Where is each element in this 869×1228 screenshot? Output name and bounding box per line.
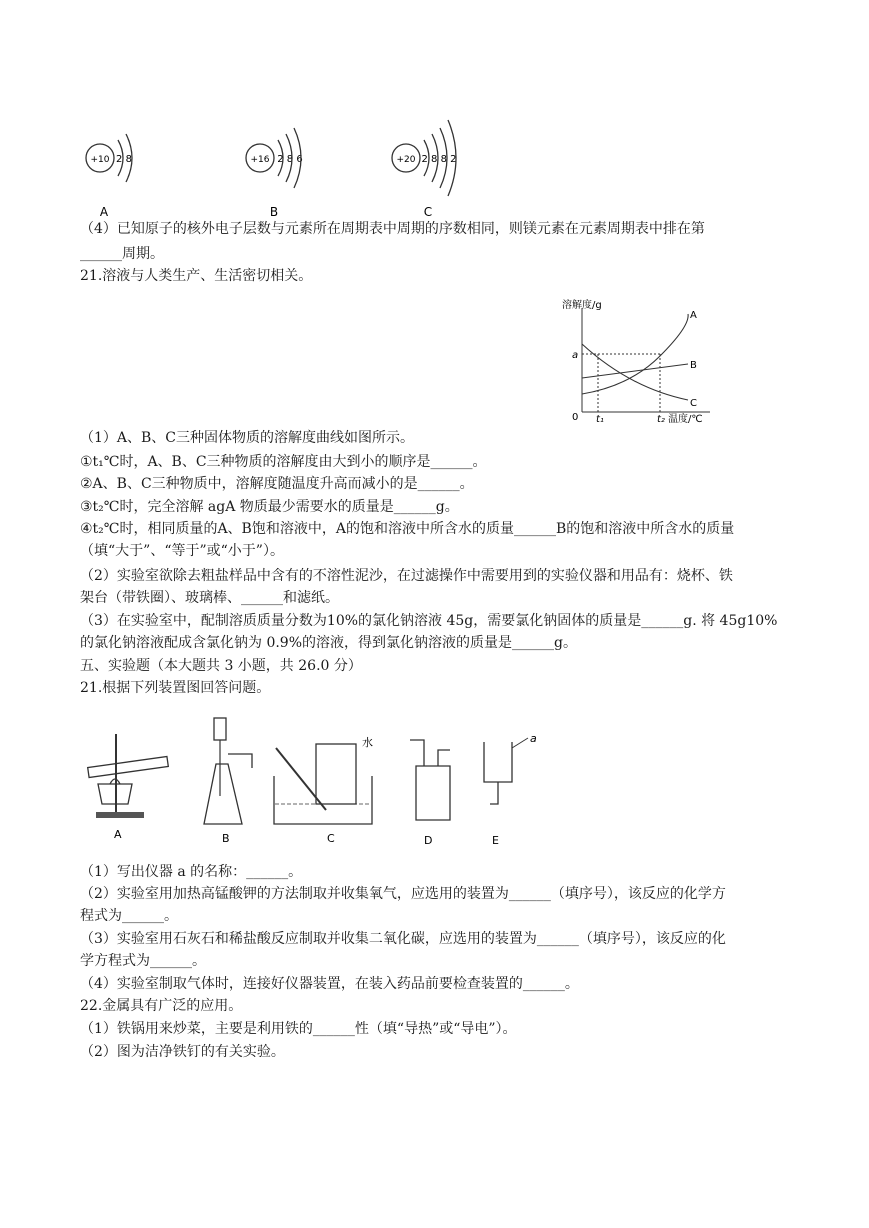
curve-label-a: A xyxy=(690,310,697,321)
q21b-part2-line2: 程式为______。 xyxy=(80,908,178,924)
q21b-heading: 21.根据下列装置图回答问题。 xyxy=(80,680,271,696)
atom-a-shells: 2 8 xyxy=(116,154,132,165)
apparatus-e-label: E xyxy=(492,834,499,847)
apparatus-e xyxy=(472,728,544,848)
q21-part3-line2: 的氯化钠溶液配成含氯化钠为 0.9%的溶液，得到氯化钠溶液的质量是______g。 xyxy=(80,635,577,651)
q22-part1: （1）铁锅用来炒菜，主要是利用铁的______性（填“导热”或“导电”）。 xyxy=(80,1021,517,1037)
graph-x-mark-t1: t₁ xyxy=(596,414,604,425)
apparatus-d-label: D xyxy=(424,834,433,847)
atom-c-nucleus: +20 xyxy=(396,155,416,165)
atom-a-label: A xyxy=(99,205,109,219)
q21-part1-item2: ②A、B、C三种物质中，溶解度随温度升高而减小的是______。 xyxy=(80,476,474,492)
q21-heading: 21.溶液与人类生产、生活密切相关。 xyxy=(80,268,313,284)
q22-heading: 22.金属具有广泛的应用。 xyxy=(80,998,243,1014)
q21b-part1: （1）写出仪器 a 的名称：______。 xyxy=(80,864,303,880)
q21-part2-line2: 架台（带铁圈）、玻璃棒、______和滤纸。 xyxy=(80,590,339,606)
solubility-curve-graph xyxy=(560,296,720,430)
instrument-a-label: a xyxy=(530,732,537,745)
q20-part4-line2: ______周期。 xyxy=(80,246,164,262)
q21b-part4: （4）实验室制取气体时，连接好仪器装置，在装入药品前要检查装置的______。 xyxy=(80,976,579,992)
curve-label-c: C xyxy=(690,398,697,409)
q21-part1-item4-cont: （填“大于”、“等于”或“小于”）。 xyxy=(80,543,284,559)
atom-diagram-b xyxy=(238,120,318,224)
water-label: 水 xyxy=(362,736,373,749)
section5-heading: 五、实验题（本大题共 3 小题，共 26.0 分） xyxy=(80,658,362,674)
apparatus-c-label: C xyxy=(327,832,335,845)
apparatus-a xyxy=(80,714,180,848)
graph-ylabel: 溶解度/g xyxy=(562,300,602,311)
q21b-part2-line1: （2）实验室用加热高锰酸钾的方法制取并收集氧气，应选用的装置为______（填序号），该反应的化学方 xyxy=(80,886,726,902)
atom-b-nucleus: +16 xyxy=(250,155,270,165)
atom-diagram-c xyxy=(384,108,474,224)
q21-part2-line1: （2）实验室欲除去粗盐样品中含有的不溶性泥沙，在过滤操作中需要用到的实验仪器和用品有：烧杯、铁 xyxy=(80,568,733,584)
atom-diagram-a xyxy=(78,124,148,224)
q21-part3-line1: （3）在实验室中，配制溶质质量分数为10%的氯化钠溶液 45g，需要氯化钠固体的质量是______g. 将 45g10% xyxy=(80,613,778,629)
graph-x-mark-t2: t₂ xyxy=(657,414,665,425)
atom-b-shells: 2 8 6 xyxy=(277,154,303,165)
graph-y-mark-a: a xyxy=(572,350,579,361)
curve-label-b: B xyxy=(690,360,697,371)
graph-xlabel: 温度/℃ xyxy=(668,414,703,425)
apparatus-a-label: A xyxy=(114,828,122,841)
graph-origin: 0 xyxy=(572,412,579,423)
atom-c-label: C xyxy=(423,205,433,219)
apparatus-c xyxy=(270,714,382,848)
q20-part4-line1: （4）已知原子的核外电子层数与元素所在周期表中周期的序数相同，则镁元素在元素周期表中排在第 xyxy=(80,221,705,237)
apparatus-b xyxy=(196,714,262,848)
atom-a-nucleus: +10 xyxy=(90,155,110,165)
q22-part2: （2）图为洁净铁钉的有关实验。 xyxy=(80,1044,285,1060)
q21b-part3-line1: （3）实验室用石灰石和稀盐酸反应制取并收集二氧化碳，应选用的装置为______（填序号），该反应的化 xyxy=(80,931,726,947)
apparatus-d xyxy=(406,736,458,848)
q21-part1-item4: ④t₂℃时，相同质量的A、B饱和溶液中，A的饱和溶液中所含水的质量______B的饱和溶液中所含水的质量 xyxy=(80,521,735,537)
atom-b-label: B xyxy=(269,205,279,219)
q21-part1-item1: ①t₁℃时，A、B、C三种物质的溶解度由大到小的顺序是______。 xyxy=(80,454,487,470)
apparatus-b-label: B xyxy=(222,832,230,845)
q21-part1-item3: ③t₂℃时，完全溶解 agA 物质最少需要水的质量是______g。 xyxy=(80,499,459,515)
q21-part1-intro: （1）A、B、C三种固体物质的溶解度曲线如图所示。 xyxy=(80,430,415,446)
q21b-part3-line2: 学方程式为______。 xyxy=(80,953,206,969)
atom-c-shells: 2 8 8 2 xyxy=(421,154,457,165)
